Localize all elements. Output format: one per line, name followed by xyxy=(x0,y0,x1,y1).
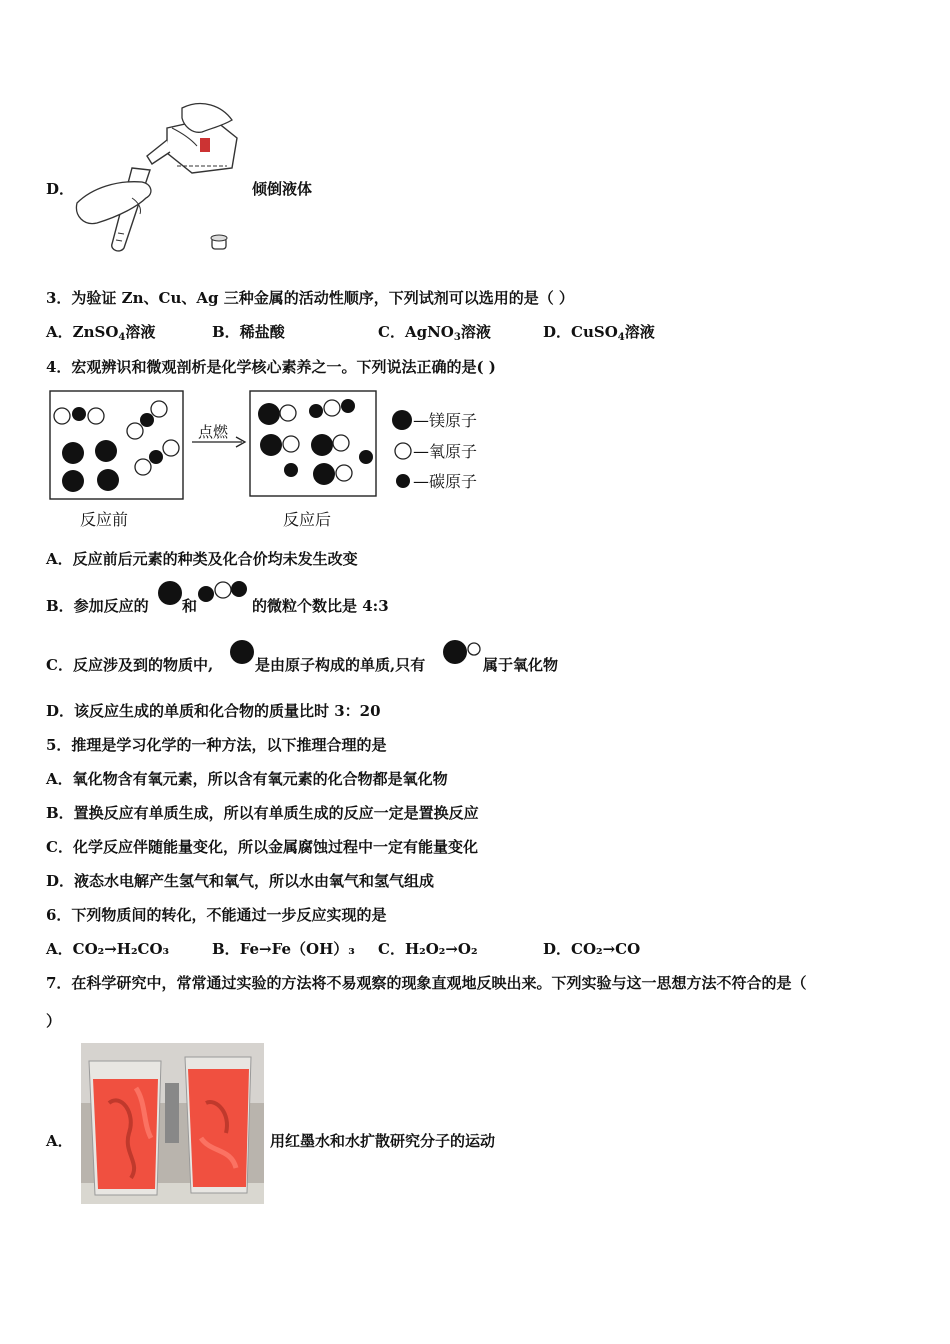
legend-oxygen: —氧原子 xyxy=(413,442,478,461)
co2-molecule-icon xyxy=(197,580,249,606)
q6-stem: 6．下列物质间的转化，不能通过一步反应实现的是 xyxy=(46,906,387,924)
magnesium-atom-icon xyxy=(157,580,183,606)
pouring-liquid-illustration xyxy=(72,98,247,258)
q3-stem: 3．为验证 Zn、Cu、Ag 三种金属的活动性顺序，下列试剂可以选用的是（ ） xyxy=(46,289,574,307)
legend-carbon: —碳原子 xyxy=(413,472,478,491)
red-ink-diffusion-photo xyxy=(81,1043,264,1204)
q7-option-a-label: A． xyxy=(46,1132,73,1150)
after-label: 反应后 xyxy=(283,510,332,529)
before-label: 反应前 xyxy=(80,510,129,529)
q3-option-c: C．AgNO$_3$溶液 xyxy=(378,323,491,343)
q6-option-b: B．Fe→Fe（OH）₃ xyxy=(212,940,355,958)
q3-option-b: B．稀盐酸 xyxy=(212,323,285,341)
q5-option-b: B．置换反应有单质生成，所以有单质生成的反应一定是置换反应 xyxy=(46,804,479,822)
q4-option-c-pre: C．反应涉及到的物质中, xyxy=(46,656,214,674)
q7-stem-continuation: ） xyxy=(46,1012,62,1030)
q7-stem: 7．在科学研究中，常常通过实验的方法将不易观察的现象直观地反映出来。下列实验与这一思想方法不符合的是（ xyxy=(46,974,807,992)
q2-option-d-text: 倾倒液体 xyxy=(252,180,313,198)
q5-option-c: C．化学反应伴随能量变化，所以金属腐蚀过程中一定有能量变化 xyxy=(46,838,478,856)
q3-option-d: D．CuSO$_4$溶液 xyxy=(543,323,655,343)
q4-option-b-mid: 和 xyxy=(182,597,198,615)
q7-option-a-text: 用红墨水和水扩散研究分子的运动 xyxy=(270,1132,496,1150)
q4-option-b-post: 的微粒个数比是 4:3 xyxy=(252,597,389,615)
q6-option-c: C．H₂O₂→O₂ xyxy=(378,940,478,958)
q6-option-d: D．CO₂→CO xyxy=(543,940,641,958)
mgo-molecule-icon xyxy=(442,638,482,666)
q4-option-c-mid: 是由原子构成的单质,只有 xyxy=(255,656,426,674)
q4-option-a: A．反应前后元素的种类及化合价均未发生改变 xyxy=(46,550,358,568)
q5-stem: 5．推理是学习化学的一种方法，以下推理合理的是 xyxy=(46,736,387,754)
reaction-particle-diagram xyxy=(46,385,506,535)
legend-magnesium: —镁原子 xyxy=(413,411,478,430)
magnesium-atom-icon xyxy=(229,638,255,666)
q4-option-d: D．该反应生成的单质和化合物的质量比时 3：20 xyxy=(46,702,381,720)
q5-option-a: A．氧化物含有氧元素，所以含有氧元素的化合物都是氧化物 xyxy=(46,770,448,788)
q2-option-d-label: D． xyxy=(46,180,75,198)
arrow-condition-label: 点燃 xyxy=(198,423,229,441)
q6-option-a: A．CO₂→H₂CO₃ xyxy=(46,940,170,958)
q5-option-d: D．液态水电解产生氢气和氧气，所以水由氧气和氢气组成 xyxy=(46,872,435,890)
q4-option-b-pre: B．参加反应的 xyxy=(46,597,149,615)
q4-stem: 4．宏观辨识和微观剖析是化学核心素养之一。下列说法正确的是( ) xyxy=(46,358,496,376)
q4-option-c-post: 属于氧化物 xyxy=(483,656,559,674)
q3-option-a: A．ZnSO$_4$溶液 xyxy=(46,323,156,343)
